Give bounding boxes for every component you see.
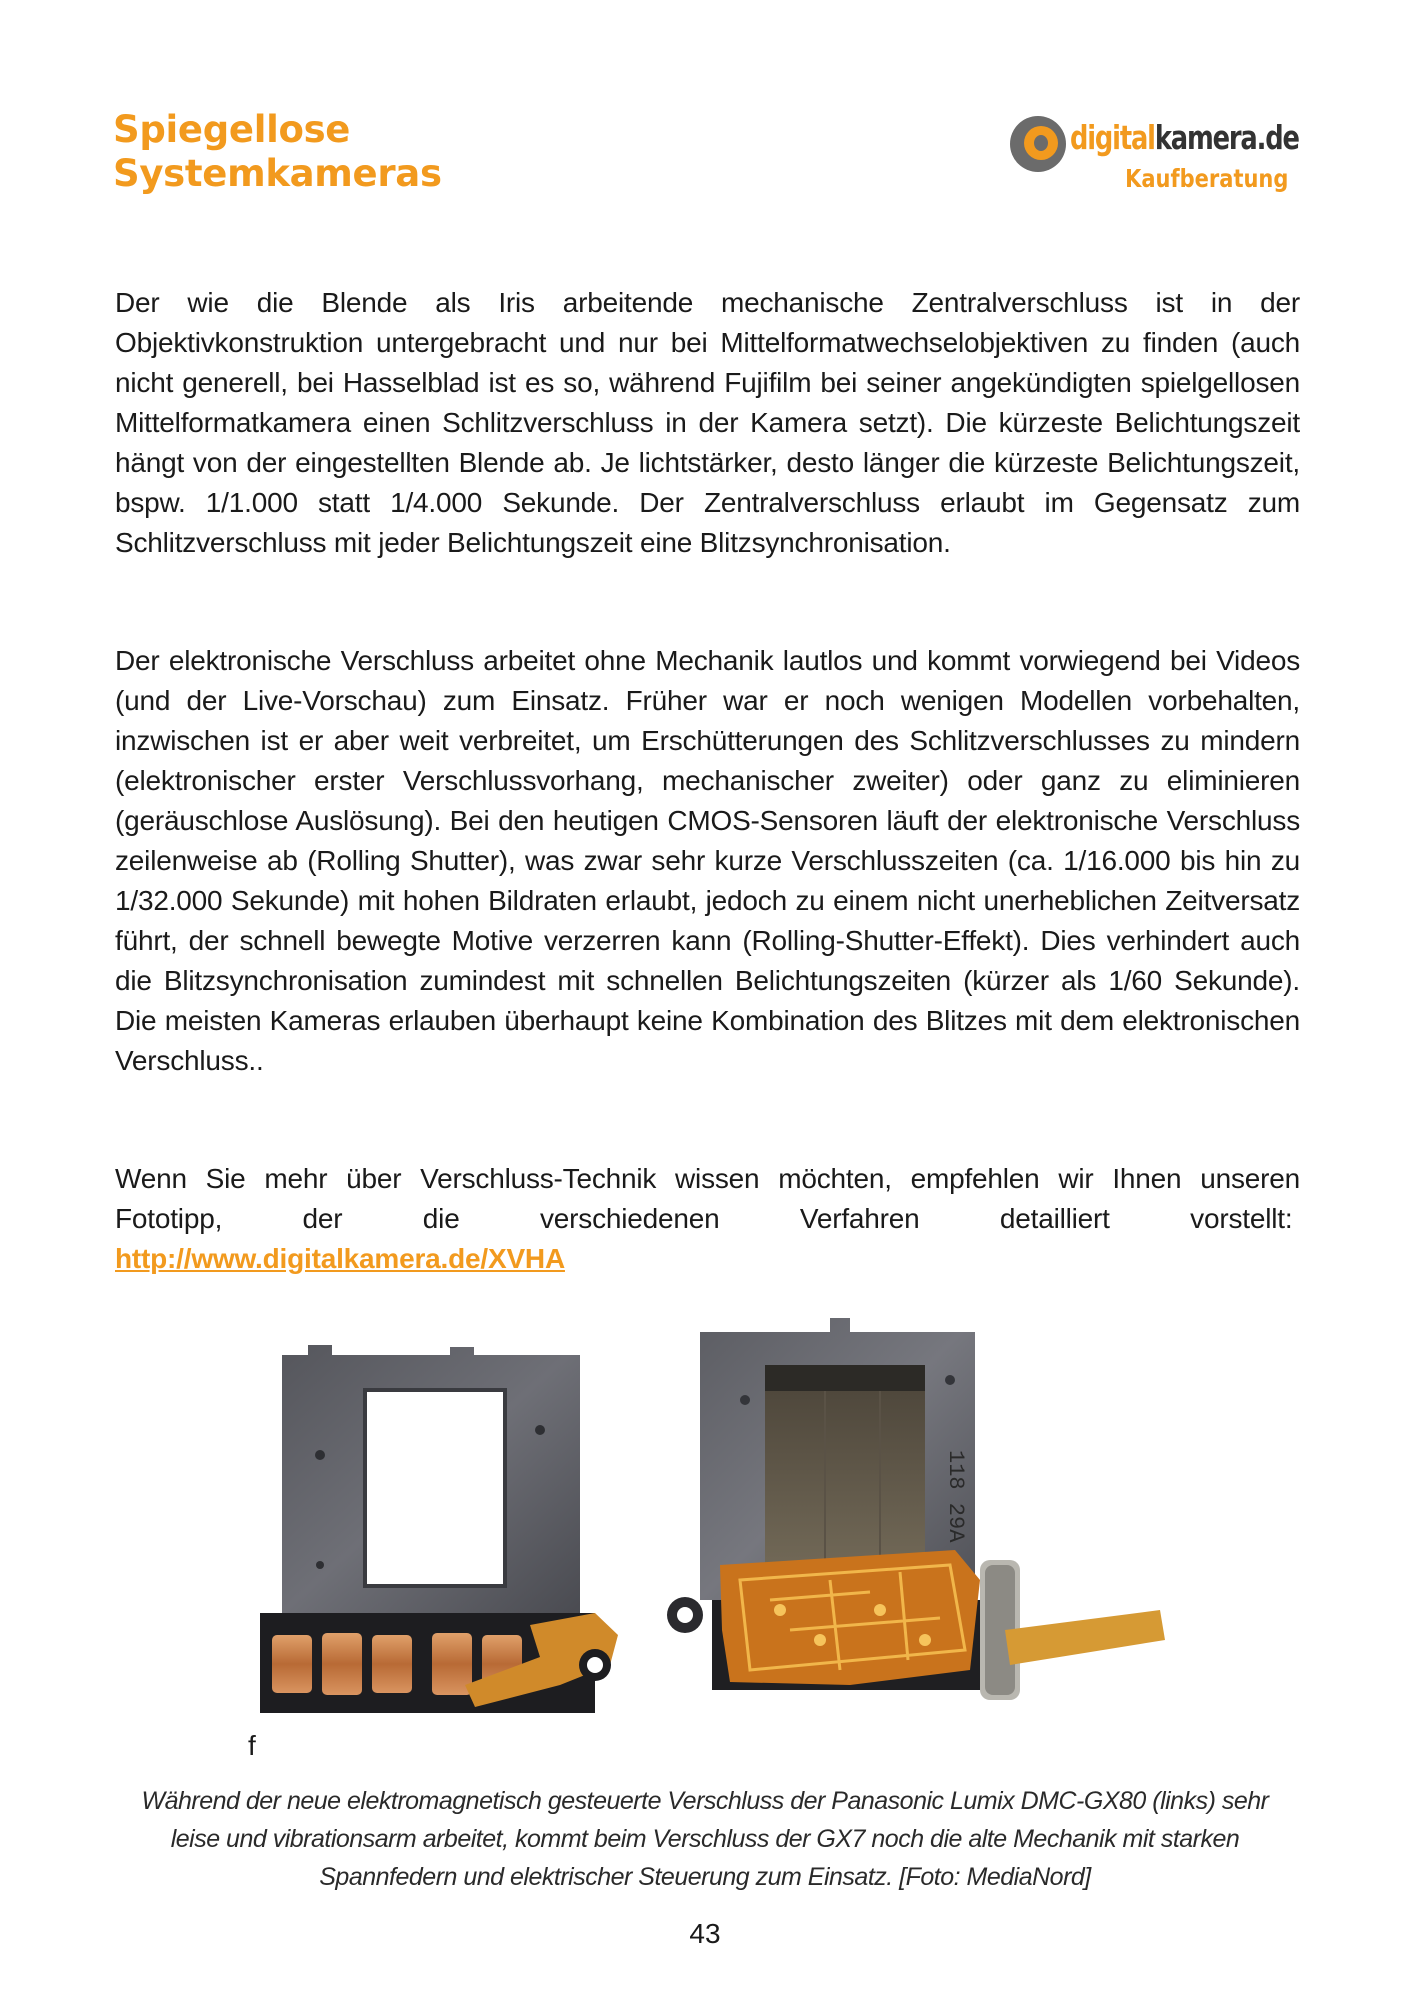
- logo-subtitle: Kaufberatung: [1124, 164, 1288, 193]
- logo-wordmark-part-2: kamera.de: [1154, 118, 1299, 157]
- page-title-line-1: Spiegellose: [113, 108, 351, 151]
- digitalkamera-logo: [1010, 112, 1300, 202]
- paragraph-zentralverschluss: Der wie die Blende als Iris arbeitende mechanische Zentralverschluss ist in der Objektivkonstruktion untergebracht und nur bei Mittelformatwechselobjektiven zu finden (auch nicht generell, bei Hasselblad ist es so, während Fujifilm bei seiner angekündigten spielgellosen Mittelformatkamera einen Schlitzverschluss in der Kamera setzt). Die kürzeste Belichtungszeit hängt von der eingestellten Blende ab. Je lichtstärker, desto länger die kürzeste Belichtungszeit, bspw. 1/1.000 statt 1/4.000 Sekunde. Der Zentralverschluss erlaubt im Gegensatz zum Schlitzverschluss mit jeder Belichtungszeit eine Blitzsynchronisation.: [115, 287, 1300, 558]
- logo-d-icon: [1010, 116, 1066, 172]
- logo-wordmark-part-1: digital: [1070, 118, 1155, 157]
- shutter-photo-gx7: [650, 1310, 1170, 1730]
- gx7-unit-marking: 118 29A: [943, 1450, 968, 1543]
- fototipp-link[interactable]: http://www.digitalkamera.de/XVHA: [115, 1243, 565, 1274]
- figure-caption: Während der neue elektromagnetisch gesteuerte Verschluss der Panasonic Lumix DMC-GX80 (links) sehr leise und vibrationsarm arbeitet, kommt beim Verschluss der GX7 noch die alte Mechanik mit starken Spannfedern und elektrischer Steuerung zum Einsatz. [Foto: MediaNord]: [141, 1787, 1269, 1891]
- paragraph-fototipp: [115, 1159, 1300, 1279]
- paragraph-elektronischer-verschluss: Der elektronische Verschluss arbeitet ohne Mechanik lautlos und kommt vorwiegend bei Videos (und der Live-Vorschau) zum Einsatz. Früher war er noch wenigen Modellen vorbehalten, inzwischen ist er aber weit verbreitet, um Erschütterungen des Schlitzverschlusses zu mindern (elektronischer erster Verschlussvorhang, mechanischer zweiter) oder ganz zu eliminieren (geräuschlose Auslösung). Bei den heutigen CMOS-Sensoren läuft der elektronische Verschluss zeilenweise ab (Rolling Shutter), was zwar sehr kurze Verschlusszeiten (ca. 1/16.000 bis hin zu 1/32.000 Sekunde) mit hohen Bildraten erlaubt, jedoch zu einem nicht unerheblichen Zeitversatz führt, der schnell bewegte Motive verzerren kann (Rolling-Shutter-Effekt). Dies verhindert auch die Blitzsynchronisation zumindest mit schnellen Belichtungszeiten (kürzer als 1/60 Sekunde). Die meisten Kameras erlauben überhaupt keine Kombination des Blitzes mit dem elektronischen Verschluss..: [115, 645, 1300, 1076]
- fototipp-text: Wenn Sie mehr über Verschluss-Technik wissen möchten, empfehlen wir Ihnen unseren Fototipp, der die verschiedenen Verfahren detailliert vorstellt:: [115, 1163, 1300, 1234]
- stray-character: f: [248, 1730, 256, 1761]
- page-number: 43: [689, 1918, 721, 1949]
- page-title: [113, 108, 442, 196]
- page-title-line-2: Systemkameras: [113, 152, 442, 195]
- shutter-photo-gx80: [260, 1335, 640, 1730]
- logo-wordmark: [1070, 118, 1299, 157]
